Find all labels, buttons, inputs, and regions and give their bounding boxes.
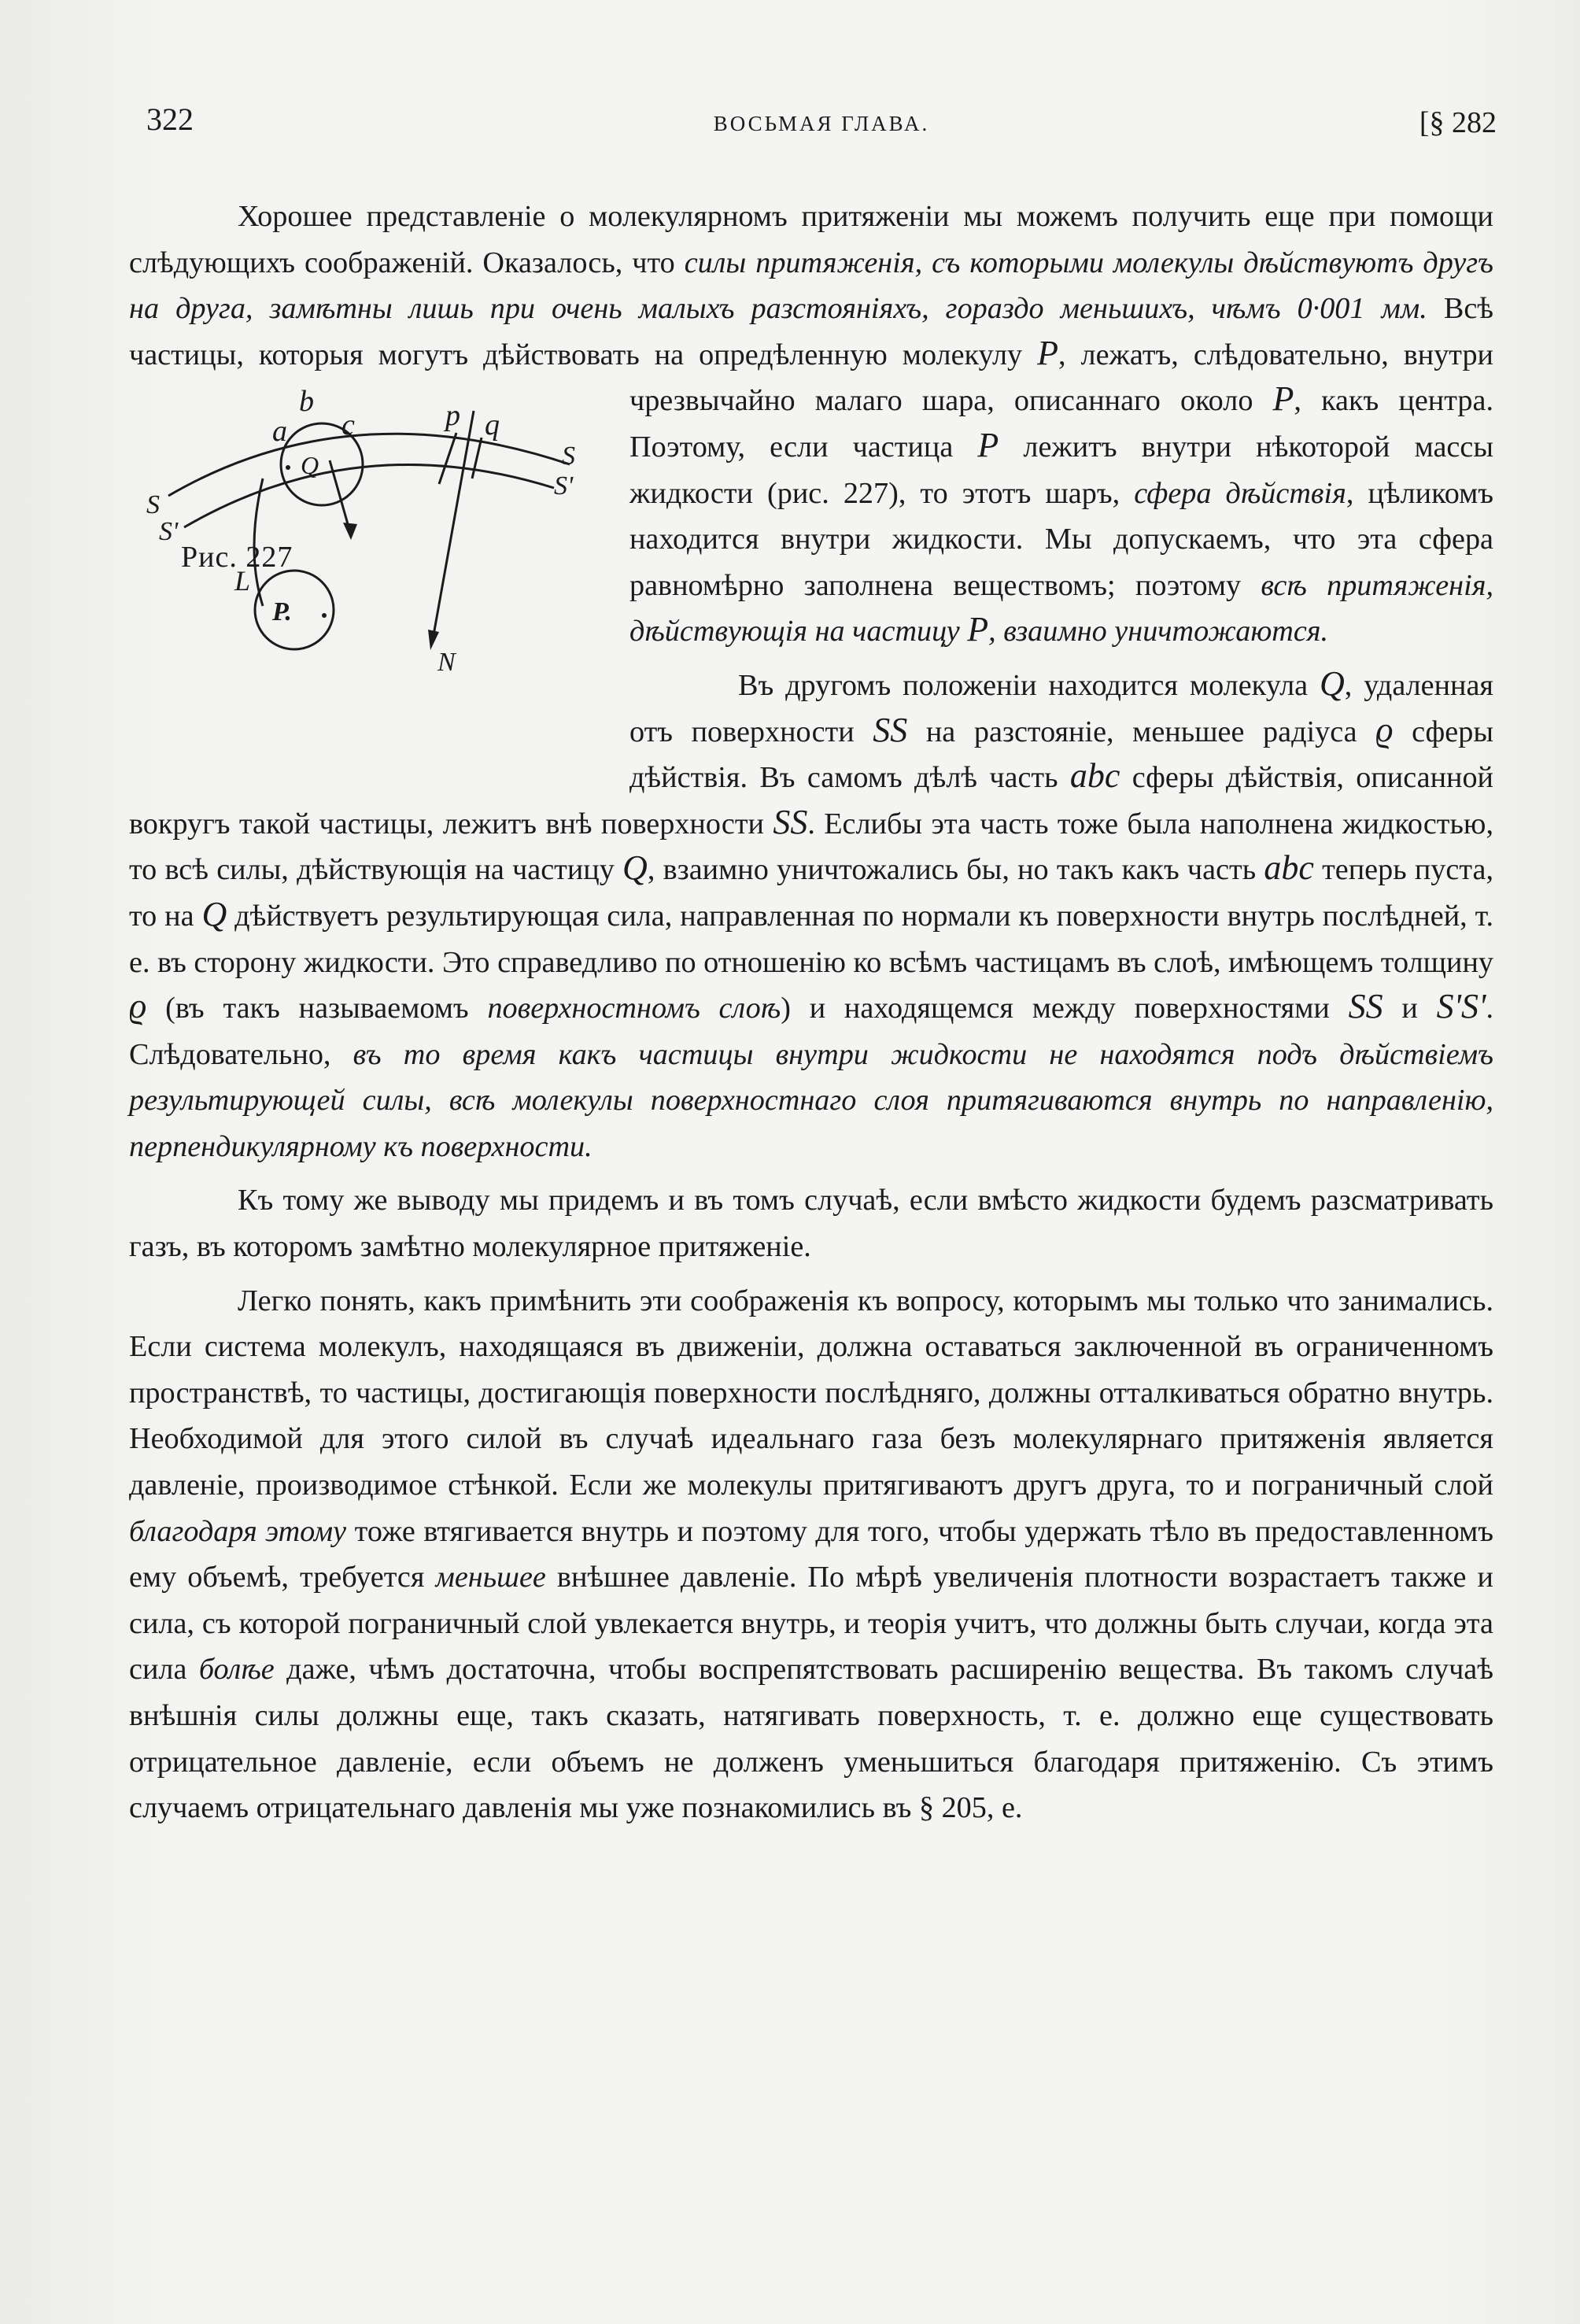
symbol: SS (1348, 987, 1383, 1026)
text: тоже втягивается внутрь и поэтому для того, чтобы удержать тѣло въ предоставленномъ ему объемѣ, требуется (129, 1514, 1494, 1594)
page-header (146, 101, 1497, 148)
symbol: Q (201, 894, 227, 933)
running-title: ВОСЬМАЯ ГЛАВА. (713, 112, 930, 135)
label-S-left: S (146, 490, 160, 520)
text: сферы дѣйствія, описанной вокругъ такой частицы, лежитъ внѣ поверхности (129, 761, 1493, 841)
surface-S-curve (168, 434, 570, 497)
text: дѣйствуетъ результирующая сила, направленная по нормали къ поверхности внутрь послѣдней, т. е. въ сторону жидкости. Это справедливо по отношенію ко всѣмъ частицамъ въ слоѣ, имѣющемъ толщину (129, 899, 1493, 979)
label-S-prime-left: S' (159, 517, 179, 547)
symbol: P (1037, 333, 1058, 372)
symbol: SS (773, 802, 808, 841)
label-p: p (445, 399, 460, 433)
arrowhead-Q (343, 523, 357, 540)
tick-p (439, 433, 456, 484)
text: , какъ центра. Поэтому, если частица (629, 384, 1493, 464)
symbol: S'S' (1436, 987, 1486, 1026)
text: , удаленная отъ поверхности (629, 668, 1494, 748)
emphasis: поверхностномъ слоѣ (487, 992, 781, 1025)
text: лежитъ внутри нѣкоторой массы жидкости (рис. 227), то этотъ шаръ, (629, 430, 1493, 510)
text: сферы дѣйствія. Въ самомъ дѣлѣ часть (629, 715, 1493, 795)
symbol: ϱ (1375, 710, 1394, 749)
symbol: Q (1320, 663, 1345, 703)
page-body (129, 194, 1493, 1839)
label-b: b (299, 386, 314, 419)
symbol: SS (873, 710, 908, 749)
label-N: N (437, 648, 456, 678)
text: , взаимно уничтожались бы, но такъ какъ часть (647, 853, 1264, 887)
emphasis: благодаря этому (129, 1514, 347, 1548)
text: Къ тому же выводу мы придемъ и въ томъ случаѣ, если вмѣсто жидкости будемъ разсматривать газъ, въ которомъ замѣтно молекулярное притяженіе. (129, 1184, 1493, 1264)
text: теперь пуста, то на (129, 853, 1493, 933)
text: , лежатъ, слѣдовательно, внутри чрезвычайно малаго шара, описаннаго около (629, 338, 1493, 418)
point-Q (286, 465, 290, 470)
emphasis: силы притяженія, съ которыми молекулы дѣйствуютъ другъ на друга, замѣтны лишь при очень малыхъ разстояніяхъ, гораздо меньшихъ, чѣмъ 0·001 мм. (129, 246, 1494, 326)
text: внѣшнее давленіе. По мѣрѣ увеличенія плотности возрастаетъ также и сила, съ которой пограничный слой увлекается внутрь, и теорія учитъ, что должны быть случаи, когда эта сила (129, 1561, 1493, 1687)
symbol: Q (622, 848, 648, 888)
text: и (1382, 992, 1437, 1025)
paragraph-3 (129, 1177, 1493, 1269)
label-Q: Q (301, 451, 319, 480)
text: Въ другомъ положеніи находится молекула (738, 668, 1320, 702)
emphasis: , взаимно уничтожаются. (988, 615, 1329, 648)
label-a: a (272, 415, 287, 449)
label-P: P. (272, 597, 292, 627)
surface-S-prime-curve (184, 465, 554, 528)
label-q: q (485, 408, 500, 442)
label-L: L (234, 565, 251, 597)
text: Хорошее представленіе о молекулярномъ притяженіи мы можемъ получить еще при помощи слѣдующихъ соображеній. Оказалось, что (129, 200, 1493, 279)
section-reference: [§ 282 (1419, 106, 1497, 139)
symbol: abc (1264, 848, 1314, 888)
page-number: 322 (146, 102, 194, 137)
tick-q (472, 438, 482, 478)
paragraph-1 (129, 194, 1494, 678)
paragraph-4 (129, 1278, 1493, 1831)
text: , цѣликомъ находится внутри жидкости. Мы допускаемъ, что эта сфера равномѣрно заполнена веществомъ; поэтому (629, 476, 1494, 602)
point-P (322, 613, 327, 618)
emphasis: сфера дѣйствія (1134, 476, 1346, 510)
text: . Слѣдовательно, (129, 992, 1494, 1071)
symbol: P (977, 425, 999, 464)
figure-caption: Рис. 227 (181, 541, 293, 574)
emphasis: болѣе (198, 1653, 275, 1687)
text: на разстояніе, меньшее радіуса (907, 715, 1376, 748)
text: Легко понять, какъ примѣнить эти соображенія къ вопросу, которымъ мы только что занимались. Если система молекулъ, находящаяся въ движеніи, должна оставаться заключенной въ ограниченномъ пространствѣ, то частицы, достигающія поверхности послѣдняго, должны отталкиваться обратно внутрь. Необходимой для этого силой въ случаѣ идеальнаго газа безъ молекулярнаго притяженія является давленіе, производимое стѣнкой. Если же молекулы притягиваютъ другъ друга, то и пограничный слой (129, 1284, 1493, 1502)
text: даже, чѣмъ достаточна, чтобы воспрепятствовать расширенію вещества. Въ такомъ случаѣ внѣшнія силы должны еще, такъ сказать, натягивать поверхность, т. е. должно еще существовать отрицательное давленіе, если объемъ не долженъ уменьшиться благодаря притяженію. Съ этимъ случаемъ отрицательнаго давленія мы уже познакомились въ § 205, е. (129, 1653, 1493, 1825)
emphasis: всѣ притяженія, дѣйствующія на частицу (629, 568, 1494, 648)
label-c: c (341, 408, 355, 442)
symbol: ϱ (129, 987, 147, 1026)
symbol: P (1272, 379, 1294, 419)
text: Всѣ частицы, которыя могутъ дѣйствовать на опредѣленную молекулу (129, 292, 1494, 371)
emphasis: въ то время какъ частицы внутри жидкости не находятся подъ дѣйствіемъ результирующей силы, всѣ молекулы поверхностнаго слоя притягиваются внутрь по направленію, перпендикулярному къ поверхности. (129, 1037, 1493, 1163)
text: (въ такъ называемомъ (146, 992, 488, 1025)
symbol: P (967, 610, 989, 649)
label-S-right: S (562, 442, 575, 471)
sphere-of-action-P (255, 571, 334, 649)
text: . Еслибы эта часть тоже была наполнена жидкостью, то всѣ силы, дѣйствующія на частицу (129, 807, 1493, 887)
label-S-prime-right: S' (554, 471, 574, 501)
symbol: abc (1069, 756, 1120, 796)
emphasis: меньшее (435, 1561, 546, 1594)
text: ) и находящемся между поверхностями (781, 992, 1349, 1025)
